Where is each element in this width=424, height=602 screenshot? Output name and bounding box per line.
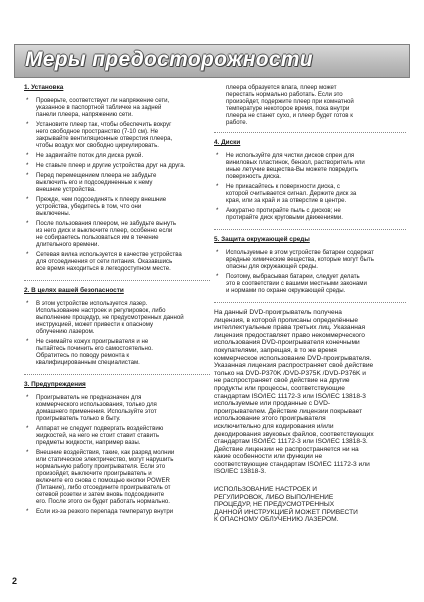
text-line: лицензия предоставляет право некоммерческого <box>214 331 365 339</box>
text-line: стандартам ISO/IEC 11172-3 или ISO/IEC 13818-3 <box>214 392 366 400</box>
list-item <box>24 338 210 366</box>
list-item <box>24 508 210 515</box>
text-line: перестать нормально работать. Если это <box>226 91 343 98</box>
text-line: длительного времени. <box>36 241 100 248</box>
text-line: Проверьте, соответствует ли напряжение сети, <box>36 97 170 104</box>
text-line: Использование настроек и регулировок, либо <box>36 307 166 314</box>
text-line: После пользования плеером, не забудьте вынуть <box>36 220 177 227</box>
bullet-mark: * <box>26 338 29 345</box>
bullet-mark: * <box>26 300 29 307</box>
bullet-mark: * <box>26 394 29 401</box>
text-line: иные летучие вещества-Вы можете повредить <box>226 166 359 173</box>
text-line: Используемые в этом устройстве батареи содержат <box>226 249 374 256</box>
list-item <box>214 249 406 270</box>
text-line: Обратитесь по поводу ремонта к <box>36 352 130 359</box>
text-line: коммерческого использования, только для <box>36 401 157 408</box>
text-line: Аккуратно протирайте пыль с дисков; не <box>226 207 341 214</box>
text-line: Проигрыватель не предназначен для <box>36 394 142 401</box>
list-item-text <box>226 249 406 270</box>
continued-item-text <box>214 84 406 126</box>
text-line: облучению лазером. <box>36 328 95 335</box>
text-line: виниловых пластинок, бензол, растворитель или <box>226 159 365 166</box>
text-line: РЕГУЛИРОВОК, ЛИБО ВЫПОЛНЕНИЕ <box>214 493 334 501</box>
text-line: произойдет, выключите проигрыватель и <box>36 470 152 477</box>
text-line: указанное в паспортной табличке на задней <box>36 104 162 111</box>
bullet-mark: * <box>26 251 29 258</box>
text-line: выключены. <box>36 210 71 217</box>
text-line: жидкостей, на него не стоит ставит ставить <box>36 432 160 439</box>
list-item-text <box>36 394 210 422</box>
list-item-text <box>36 152 210 159</box>
text-line: Установите плеер так, чтобы обеспечить вокруг <box>36 121 172 128</box>
text-line: ISO/IEC 13818-3. <box>214 468 267 476</box>
section-2 <box>24 287 210 366</box>
text-line: протирайте диск круговыми движениями. <box>226 214 343 221</box>
text-line: используемые или проданные с DVD- <box>214 400 331 408</box>
text-line: квалифицированным специалистам. <box>36 359 140 366</box>
list-item-text <box>36 425 210 446</box>
text-line: лицензия, в которой прописаны определённые <box>214 316 359 324</box>
text-line: все время находиться в легкодоступном месте. <box>36 265 171 272</box>
page-title: Меры предосторожности <box>25 48 313 71</box>
bullet-mark: * <box>26 508 29 515</box>
list-item <box>24 394 210 422</box>
bullet-mark: * <box>216 207 219 214</box>
list-item <box>24 300 210 335</box>
text-line: края, или за край и за отверстие в центре. <box>226 197 347 204</box>
list-item <box>24 425 210 446</box>
text-line: К ОПАСНОМУ ОБЛУЧЕНИЮ ЛАЗЕРОМ. <box>214 516 339 524</box>
text-line: его. После этого он будет работать нормально. <box>36 498 170 505</box>
text-line: использование этого проигрывателя <box>214 415 326 423</box>
list-item-text <box>226 207 406 221</box>
text-line: устройства, убедитесь в том, что они <box>36 203 142 210</box>
bullet-mark: * <box>26 220 29 227</box>
text-line: выключить его и подсоединенные к нему <box>36 179 153 186</box>
text-line: чтобы воздух мог свободно циркулировать. <box>36 142 159 149</box>
list-item-text <box>36 162 210 169</box>
text-line: вредные химические вещества, которые могут быть <box>226 256 374 263</box>
page-number: 2 <box>12 576 18 586</box>
text-line: Не ставьте плеер и другие устройства друг на друга. <box>36 162 186 169</box>
list-item <box>214 152 406 180</box>
text-line: и нормами по охране окружающей среды. <box>226 287 346 294</box>
list-item <box>24 162 210 169</box>
section-heading: 3. Предупреждения <box>24 381 86 388</box>
list-item <box>214 183 406 204</box>
text-line: опасны для окружающей среды. <box>226 263 318 270</box>
section-heading: 1. Установка <box>24 84 64 91</box>
text-line: Не снимайте кожух проигрывателя и не <box>36 338 149 345</box>
list-item <box>24 172 210 193</box>
bullet-mark: * <box>26 97 29 104</box>
section-divider <box>24 374 210 375</box>
text-line: выполнение процедур, не предусмотренных данной <box>36 314 184 321</box>
text-line: проигрыватель только в быту. <box>36 415 121 422</box>
section-5 <box>214 236 406 294</box>
text-line: Сетевая вилка используется в качестве устройства <box>36 251 182 258</box>
list-item-text <box>36 508 210 515</box>
section-1 <box>24 84 210 272</box>
list-item-text <box>36 172 210 193</box>
list-item <box>24 121 210 149</box>
text-line: сетевой розетки и затем вновь подсоедините <box>36 491 165 498</box>
text-line: использования DVD-проигрывателя конечными <box>214 339 360 347</box>
text-line: Поэтому, выбрасывая батареи, следует делать <box>226 273 360 280</box>
license-paragraph <box>214 309 406 476</box>
list-item <box>24 220 210 248</box>
text-line: включите его снова с помощью кнопки POWER <box>36 477 170 484</box>
text-line: пытайтесь починить его самостоятельно. <box>36 345 153 352</box>
list-item-text <box>36 196 210 217</box>
section-divider <box>214 132 406 133</box>
section-heading: 4. Диски <box>214 139 241 146</box>
section-3 <box>24 381 210 515</box>
list-item <box>24 196 210 217</box>
bullet-mark: * <box>26 121 29 128</box>
list-item <box>24 152 210 159</box>
list-item-text <box>36 220 210 248</box>
text-line: ИСПОЛЬЗОВАНИЕ НАСТРОЕК И <box>214 486 317 494</box>
text-line: покупателями, запрещая, в то же время <box>214 346 337 354</box>
text-line: плеера не станет сухо, и плеер будет готов к <box>226 112 353 119</box>
text-line: На данный DVD-проигрыватель получена <box>214 309 342 316</box>
list-item <box>24 251 210 272</box>
text-line: (Питание), либо отсоедините проигрыватель от <box>36 484 171 491</box>
text-line: поверхность диска. <box>226 173 281 180</box>
text-line: Если из-за резкого перепада температур внутри <box>36 508 174 515</box>
text-line: Перед перемещением плеера не забудьте <box>36 172 157 179</box>
text-line: Не используйте для чистки дисков спреи для <box>226 152 355 159</box>
text-line: проигрывателем. Действие лицензии покрывает <box>214 407 363 415</box>
section-4 <box>214 139 406 221</box>
text-line: домашнего применения. Используйте этот <box>36 408 157 415</box>
text-line: соответствующие стандартам ISO/IEC 11172-3 или <box>214 460 370 468</box>
text-line: только на DVD-P370K /DVD-P375K /DVD-P376K и <box>214 369 366 377</box>
text-line: температуре некоторое время, пока внутри <box>226 105 350 112</box>
text-line: продукты или процессы, соответствующие <box>214 384 345 392</box>
text-line: декодирования звуковых файлов, соответствующих <box>214 430 374 438</box>
text-line: Прежде, чем подсоединять к плееру внешние <box>36 196 167 203</box>
text-line: из него диск и выключите плеер, особенно если <box>36 227 173 234</box>
text-line: В этом устройстве используется лазер. <box>36 300 148 307</box>
list-item-text <box>36 449 210 505</box>
text-line: которой считывается сигнал. Держите диск за <box>226 190 357 197</box>
list-item-text <box>226 183 406 204</box>
list-item <box>214 273 406 294</box>
list-item-text <box>36 338 210 366</box>
list-item-text <box>36 121 210 149</box>
bullet-mark: * <box>26 152 29 159</box>
bullet-mark: * <box>26 425 29 432</box>
text-line: стандартам ISO/IEC 11172-3 или ISO/IEC 13818-3. <box>214 438 368 446</box>
text-line: интеллектуальные права третьих лиц. Указанная <box>214 324 366 332</box>
text-line: ДАННОЙ ИНСТРУКЦИЕЙ МОЖЕТ ПРИВЕСТИ <box>214 508 358 516</box>
list-item-text <box>36 97 210 118</box>
list-item <box>214 207 406 221</box>
text-line: Указанная лицензия распространяет своё действие <box>214 362 374 370</box>
text-line: не собираетесь пользоваться им в течение <box>36 234 159 241</box>
text-line: Внешние воздействия, такие, как разряд молнии <box>36 449 175 456</box>
bullet-mark: * <box>26 172 29 179</box>
text-line: не распространяет своё действие на другие <box>214 377 350 385</box>
list-item <box>24 97 210 118</box>
text-line: Не задвигайте поток для диска рукой. <box>36 152 144 159</box>
text-line: произойдет, подержите плеер при комнатной <box>226 98 354 105</box>
text-line: коммерческое использование DVD-проигрывателя. <box>214 354 372 362</box>
text-line: это в соответствии с вашими местными законами <box>226 280 367 287</box>
bullet-mark: * <box>216 249 219 256</box>
text-line: него свободное пространство (7-10 см). Не <box>36 128 159 135</box>
bullet-mark: * <box>26 162 29 169</box>
text-line: исключительно для кодирования и/или <box>214 422 334 430</box>
text-line: закрывайте вентиляционные отверстия плеера, <box>36 135 173 142</box>
text-line: внешние устройства. <box>36 186 96 193</box>
text-line: какие особенности или функции не <box>214 453 323 461</box>
section-divider <box>24 280 210 281</box>
list-item-text <box>226 152 406 180</box>
text-line: Не прикасайтесь к поверхности диска, с <box>226 183 340 190</box>
bullet-mark: * <box>26 449 29 456</box>
text-line: или статическое электричество, могут нарушить <box>36 456 174 463</box>
text-line: ПРОЦЕДУР, НЕ ПРЕДУСМОТРЕННЫХ <box>214 501 335 509</box>
right-column <box>214 84 406 524</box>
bullet-mark: * <box>216 152 219 159</box>
left-column <box>24 84 210 523</box>
section-heading: 5. Защита окружающей среды <box>214 236 310 243</box>
text-line: плеера образуется влага, плеер может <box>226 84 337 91</box>
list-item-text <box>226 273 406 294</box>
text-line: инструкцией, может привести к опасному <box>36 321 154 328</box>
list-item-text <box>36 251 210 272</box>
bullet-mark: * <box>216 273 219 280</box>
title-banner <box>14 44 410 78</box>
text-line: нормальную работу проигрывателя. Если это <box>36 463 166 470</box>
text-line: Действие лицензии не распространяется ни на <box>214 445 359 453</box>
section-heading: 2. В целях вашей безопасности <box>24 287 124 294</box>
text-line: для отсоединения от сети питания. Оказавшись <box>36 258 173 265</box>
bullet-mark: * <box>216 183 219 190</box>
list-item-text <box>36 300 210 335</box>
text-line: панели плеера, напряжению сети. <box>36 111 133 118</box>
bullet-mark: * <box>26 196 29 203</box>
section-divider <box>214 229 406 230</box>
text-line: предметы жидкости, например вазы. <box>36 439 141 446</box>
text-line: работе. <box>226 119 248 126</box>
laser-warning <box>214 486 406 524</box>
list-item <box>24 449 210 505</box>
section-divider <box>214 302 406 303</box>
text-line: Аппарат не следует подвергать воздействию <box>36 425 164 432</box>
